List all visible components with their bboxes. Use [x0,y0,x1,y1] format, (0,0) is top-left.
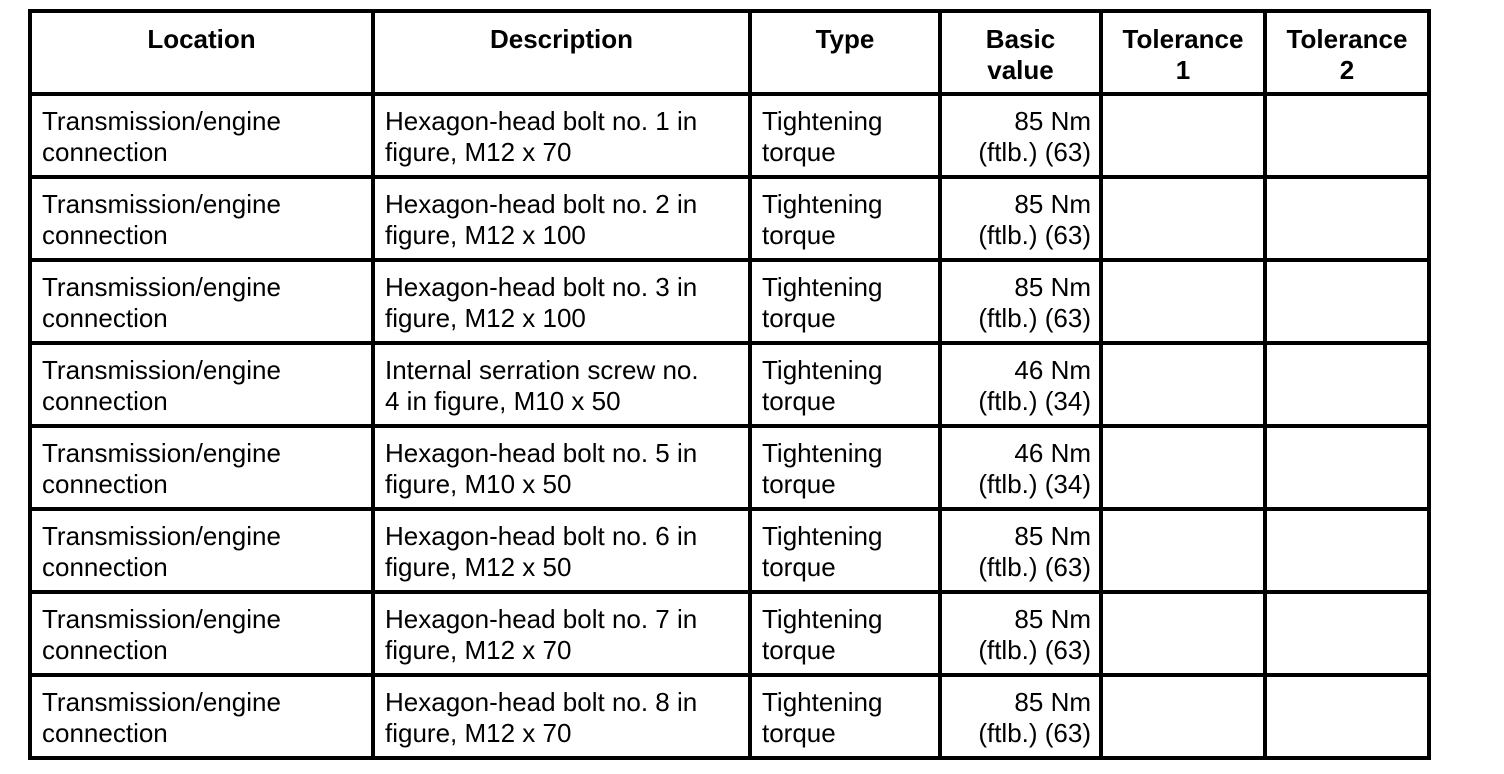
basic-value-cell: 85 Nm (ftlb.) (63) [940,177,1101,260]
basic-value-cell: 85 Nm (ftlb.) (63) [940,675,1101,758]
type-cell: Tightening torque [750,675,940,758]
tolerance-1-cell [1101,675,1265,758]
type-cell: Tightening torque [750,177,940,260]
location-cell: Transmission/engine connection [30,675,373,758]
tolerance-1-cell [1101,260,1265,343]
description-cell: Hexagon-head bolt no. 1 in figure, M12 x 70 [373,94,750,177]
tolerance-2-cell [1265,177,1429,260]
location-cell: Transmission/engine connection [30,94,373,177]
location-cell: Transmission/engine connection [30,343,373,426]
type-cell: Tightening torque [750,260,940,343]
description-cell: Hexagon-head bolt no. 7 in figure, M12 x 70 [373,592,750,675]
description-cell: Internal serration screw no. 4 in figure, M10 x 50 [373,343,750,426]
location-cell: Transmission/engine connection [30,592,373,675]
location-cell: Transmission/engine connection [30,509,373,592]
type-cell: Tightening torque [750,509,940,592]
basic-value-cell: 46 Nm (ftlb.) (34) [940,426,1101,509]
basic-value-cell: 85 Nm (ftlb.) (63) [940,94,1101,177]
table-row [30,509,1429,592]
tolerance-2-cell [1265,592,1429,675]
tolerance-2-cell [1265,426,1429,509]
table-row [30,260,1429,343]
tolerance-1-cell [1101,426,1265,509]
location-cell: Transmission/engine connection [30,260,373,343]
table-row [30,94,1429,177]
tolerance-1-cell [1101,343,1265,426]
tolerance-1-cell [1101,509,1265,592]
table-row [30,592,1429,675]
tolerance-2-cell [1265,509,1429,592]
header-location: Location [30,11,373,94]
header-tolerance-2: Tolerance 2 [1265,11,1429,94]
torque-spec-table [28,9,1431,760]
table-body [30,94,1429,758]
header-tolerance-1: Tolerance 1 [1101,11,1265,94]
tolerance-1-cell [1101,177,1265,260]
basic-value-cell: 46 Nm (ftlb.) (34) [940,343,1101,426]
header-description: Description [373,11,750,94]
tolerance-2-cell [1265,343,1429,426]
basic-value-cell: 85 Nm (ftlb.) (63) [940,509,1101,592]
tolerance-2-cell [1265,675,1429,758]
tolerance-2-cell [1265,260,1429,343]
type-cell: Tightening torque [750,426,940,509]
type-cell: Tightening torque [750,94,940,177]
table-row [30,343,1429,426]
table-header [30,11,1429,94]
header-type: Type [750,11,940,94]
header-basic-value: Basic value [940,11,1101,94]
table-row [30,177,1429,260]
tolerance-1-cell [1101,94,1265,177]
description-cell: Hexagon-head bolt no. 5 in figure, M10 x 50 [373,426,750,509]
basic-value-cell: 85 Nm (ftlb.) (63) [940,260,1101,343]
tolerance-1-cell [1101,592,1265,675]
table-row [30,675,1429,758]
description-cell: Hexagon-head bolt no. 8 in figure, M12 x 70 [373,675,750,758]
location-cell: Transmission/engine connection [30,426,373,509]
type-cell: Tightening torque [750,592,940,675]
description-cell: Hexagon-head bolt no. 3 in figure, M12 x 100 [373,260,750,343]
type-cell: Tightening torque [750,343,940,426]
tolerance-2-cell [1265,94,1429,177]
header-row [30,11,1429,94]
table-row [30,426,1429,509]
description-cell: Hexagon-head bolt no. 2 in figure, M12 x 100 [373,177,750,260]
location-cell: Transmission/engine connection [30,177,373,260]
description-cell: Hexagon-head bolt no. 6 in figure, M12 x 50 [373,509,750,592]
basic-value-cell: 85 Nm (ftlb.) (63) [940,592,1101,675]
